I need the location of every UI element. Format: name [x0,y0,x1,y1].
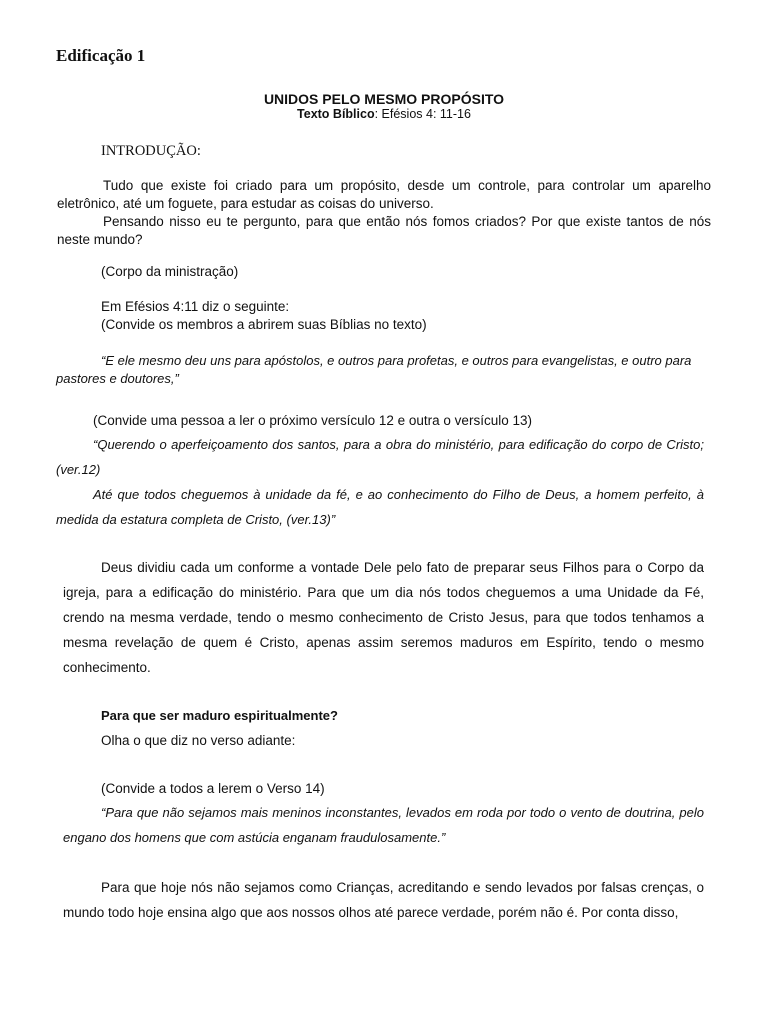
ephesians-line-1: Em Efésios 4:11 diz o seguinte: [101,299,290,314]
bible-text-reference [0,107,768,121]
bible-text-ref: : Efésios 4: 11-16 [374,107,471,121]
quote-verse-11: “E ele mesmo deu uns para apóstolos, e outros para profetas, e outros para evangelistas, e outro para pastores e doutores,” [56,353,692,386]
quote-verse-14: “Para que não sejamos mais meninos inconstantes, levados em roda por todo o vento de doutrina, pelo engano dos homens que com astúcia enganam fraudulosamente.” [63,805,704,845]
bible-text-label: Texto Bíblico [297,107,375,121]
sermon-title: UNIDOS PELO MESMO PROPÓSITO [263,91,505,107]
intro-paragraph-2: Pensando nisso eu te pergunto, para que então nós fomos criados? Por que existe tantos de nós neste mundo? [57,214,711,247]
instruction-verses-12-13: (Convide uma pessoa a ler o próximo versículo 12 e outra o versículo 13) [93,413,532,428]
intro-heading: INTRODUÇÃO: [101,143,201,159]
paragraph-false-beliefs: Para que hoje nós não sejamos como Crianças, acreditando e sendo levados por falsas crenças, o mundo todo hoje ensina algo que aos nossos olhos até parece verdade, porém não é. Por conta disso, [63,880,704,920]
quote-verse-13: Até que todos cheguemos à unidade da fé, e ao conhecimento do Filho de Deus, a homem perfeito, à medida da estatura completa de Cristo, (ver.13)” [56,487,704,527]
paragraph-unity-of-faith: Deus dividiu cada um conforme a vontade Dele pelo fato de preparar seus Filhos para o Corpo da igreja, para a edificação do ministério. Para que um dia nós todos cheguemos a uma Unidade da Fé, crendo na mesma verdade, tendo o mesmo conhecimento de Cristo Jesus, para que todos tenhamos a mesma revelação de quem é Cristo, apenas assim seremos maduros em Espírito, tendo o mesmo conhecimento. [63,560,704,675]
ephesians-line-2: (Convide os membros a abrirem suas Bíblias no texto) [101,317,427,332]
instruction-verse-14: (Convide a todos a lerem o Verso 14) [101,781,325,796]
intro-paragraph-1: Tudo que existe foi criado para um propósito, desde um controle, para controlar um aparelho eletrônico, até um foguete, para estudar as coisas do universo. [57,178,711,211]
body-heading: (Corpo da ministração) [101,264,239,279]
question-follow-text: Olha o que diz no verso adiante: [101,733,296,748]
question-heading: Para que ser maduro espiritualmente? [101,708,338,723]
document-heading: Edificação 1 [56,46,146,65]
quote-verse-12: “Querendo o aperfeiçoamento dos santos, para a obra do ministério, para edificação do corpo de Cristo; (ver.12) [56,437,704,477]
